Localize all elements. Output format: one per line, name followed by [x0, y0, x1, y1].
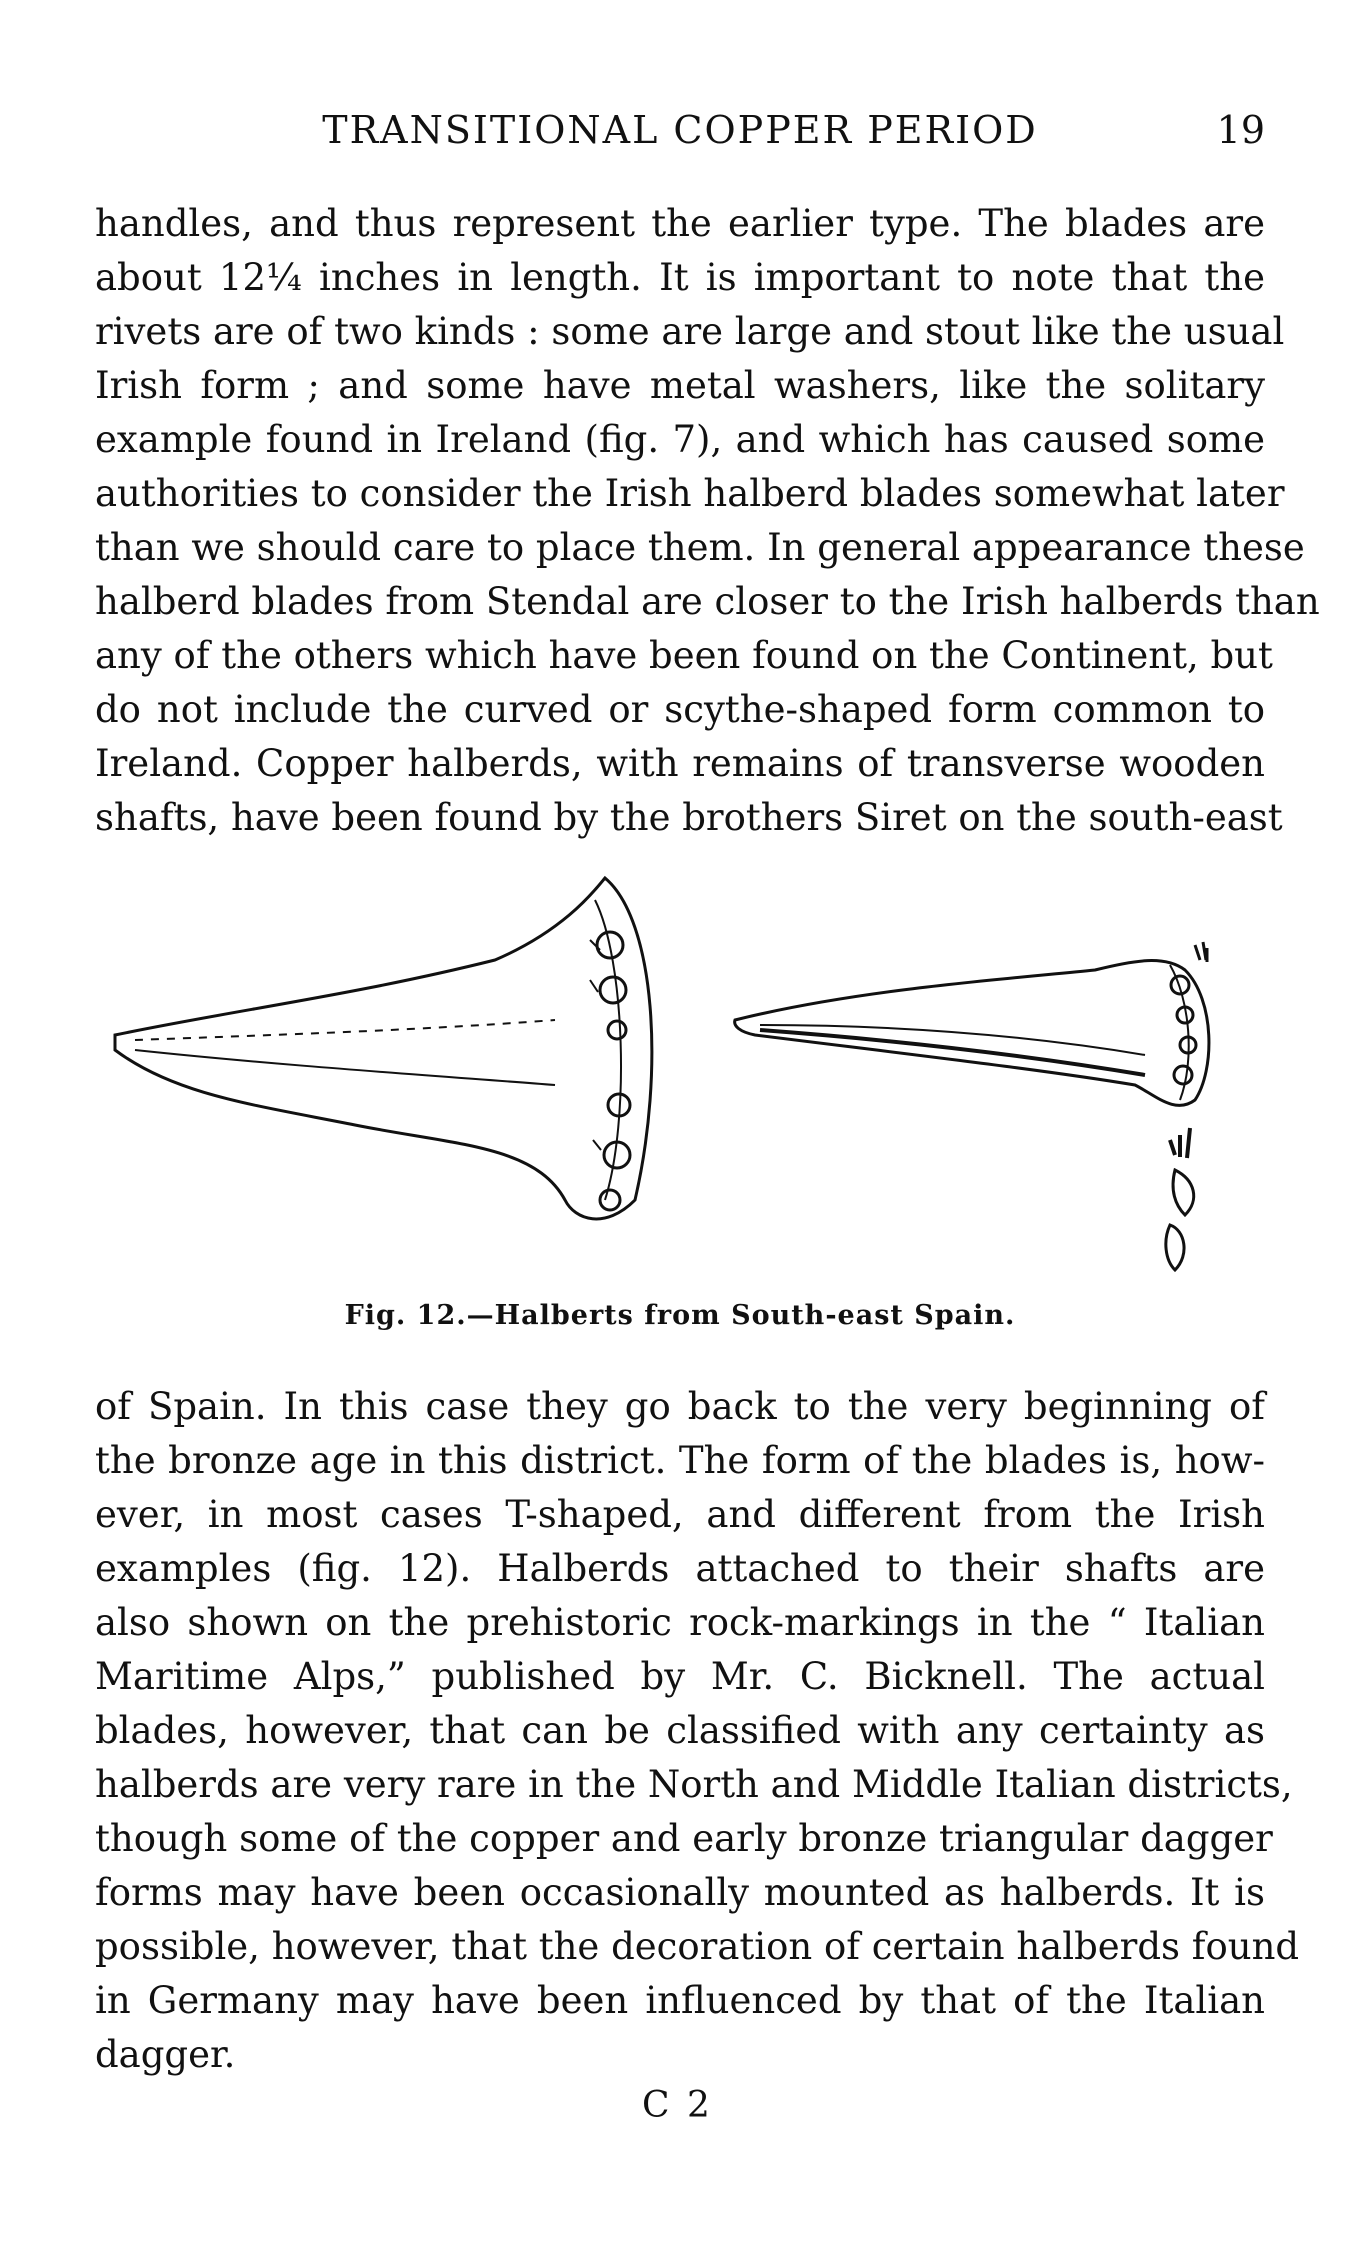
text-line: Irish form ; and some have metal washers, like the solitary [95, 364, 1265, 407]
left-halberd-drawing [115, 878, 652, 1219]
text-line: Maritime Alps,” published by Mr. C. Bicknell. The actual [95, 1655, 1265, 1698]
text-line: Ireland. Copper halberds, with remains of transverse wooden [95, 742, 1265, 785]
text-line: of Spain. In this case they go back to the very beginning of [95, 1385, 1265, 1428]
text-line: example found in Ireland (fig. 7), and which has caused some [95, 418, 1265, 461]
paragraph-top [95, 197, 1320, 845]
figure-12 [95, 870, 1265, 1331]
page-number: 19 [1216, 108, 1265, 152]
text-line: than we should care to place them. In general appearance these [95, 526, 1305, 569]
text-line: shafts, have been found by the brothers Siret on the south-east [95, 796, 1283, 839]
text-line: also shown on the prehistoric rock-markings in the “ Italian [95, 1601, 1265, 1644]
text-line: the bronze age in this district. The form of the blades is, how- [95, 1439, 1265, 1482]
text-line: blades, however, that can be classified with any certainty as [95, 1709, 1265, 1752]
text-line: though some of the copper and early bronze triangular dagger [95, 1817, 1273, 1860]
running-head: TRANSITIONAL COPPER PERIOD [322, 108, 1038, 152]
signature-mark: C 2 [642, 2085, 713, 2126]
page-header [95, 108, 1265, 158]
text-line: do not include the curved or scythe-shaped form common to [95, 688, 1265, 731]
text-line: dagger. [95, 2033, 236, 2076]
text-line: possible, however, that the decoration of certain halberds found [95, 1925, 1300, 1968]
text-line: rivets are of two kinds : some are large and stout like the usual [95, 310, 1285, 353]
text-line: halberd blades from Stendal are closer to the Irish halberds than [95, 580, 1320, 623]
text-line: ever, in most cases T-shaped, and different from the Irish [95, 1493, 1265, 1536]
text-line: about 12¼ inches in length. It is important to note that the [95, 256, 1265, 299]
text-line: examples (fig. 12). Halberds attached to their shafts are [95, 1547, 1265, 1590]
paragraph-bottom [95, 1380, 1300, 2082]
halberd-illustration [95, 870, 1265, 1290]
figure-caption: Fig. 12.—Halberts from South-east Spain. [344, 1300, 1016, 1331]
text-line: halberds are very rare in the North and Middle Italian districts, [95, 1763, 1293, 1806]
right-halberd-drawing [735, 942, 1209, 1270]
text-line: any of the others which have been found on the Continent, but [95, 634, 1273, 677]
text-line: forms may have been occasionally mounted as halberds. It is [95, 1871, 1265, 1914]
text-line: handles, and thus represent the earlier type. The blades are [95, 202, 1265, 245]
text-line: authorities to consider the Irish halberd blades somewhat later [95, 472, 1285, 515]
text-line: in Germany may have been influenced by that of the Italian [95, 1979, 1265, 2022]
